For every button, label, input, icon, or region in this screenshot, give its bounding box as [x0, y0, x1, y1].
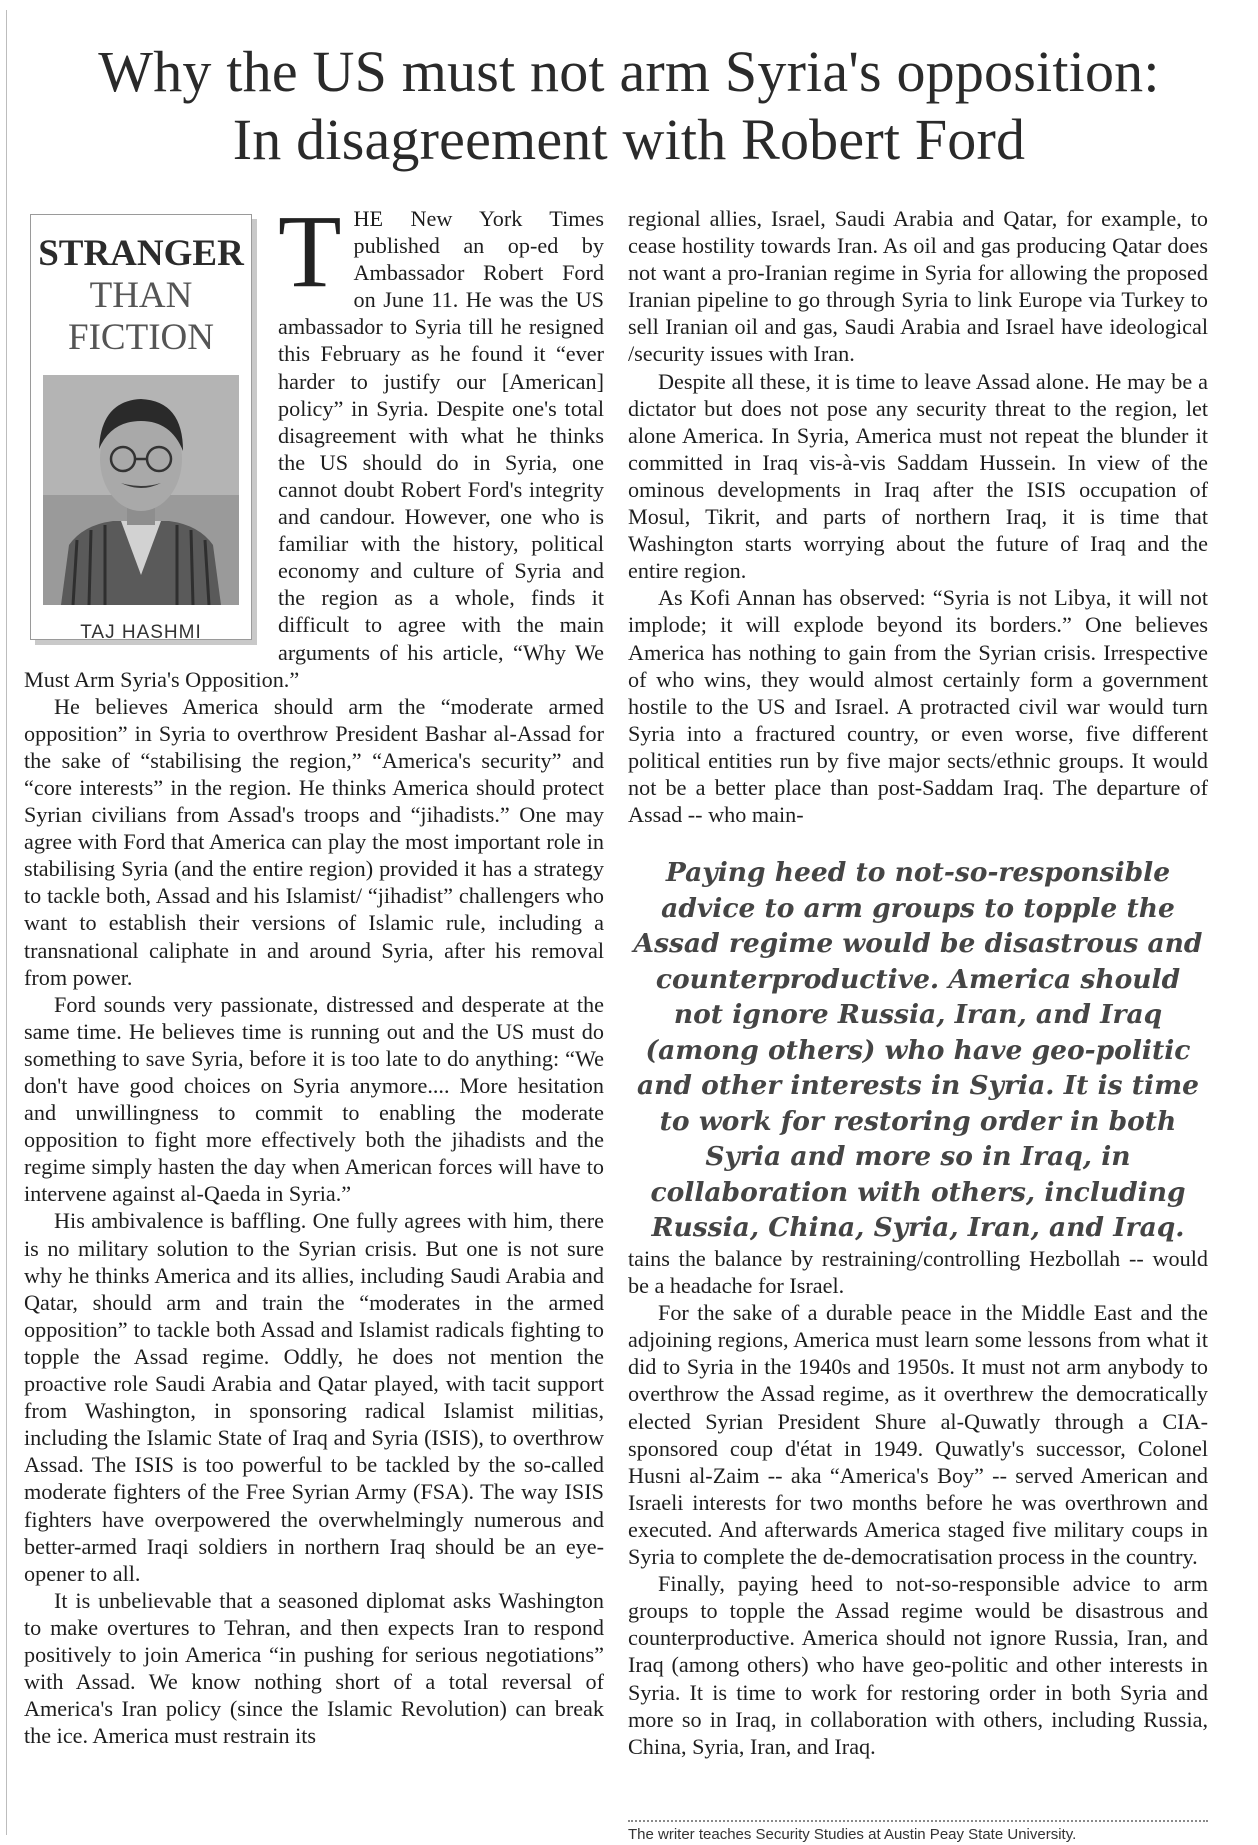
pull-quote: Paying heed to not-so-responsible advice to arm groups to topple the Assad regime would be disastrous and counterproductive. America should not ignore Russia, Iran, and Iraq (among others) who have geo-politic and other interests in Syria. It is time to work for restoring order in both Syria and more so in Iraq, in collaboration with others, including Russia, China, Syria, Iran, and Iraq. — [633, 857, 1203, 1243]
paragraph-1-text: HE New York Times published an op-ed by Ambassador Robert Ford on June 11. He was the US ambassador to Syria till he resigned this February as he found it “ever harder to justify our [American] policy” in Syria. Despite one's total disagreement with what he thinks the US should do in Syria, one cannot doubt Robert Ford's integrity and candour. However, one who is familiar with the history, political economy and culture of Syria and the region as a whole, finds it difficult to agree with the main arguments of his article, “Why We Must Arm Syria's Opposition.” — [24, 206, 604, 692]
paragraph-2: He believes America should arm the “moderate armed opposition” in Syria to overthrow President Bashar al-Assad for the sake of “stabilising the region,” “America's security” and “core interests” in the region. He thinks America should protect Syrian civilians from Assad's troops and “jihadists.” One may agree with Ford that America can play the most important role in stabilising Syria (and the entire region) provided it has a strategy to tackle both, Assad and his Islamist/ “jihadist” challengers who want to establish their versions of Islamic rule, including a transnational caliphate in and around Syria, after his removal from power. — [24, 693, 604, 990]
paragraph-9: Finally, paying heed to not-so-responsible advice to arm groups to topple the Assad regime would be disastrous and counterproductive. America should not ignore Russia, Iran, and Iraq (among others) who have geo-politic and other interests in Syria. It is time to work for restoring order in both Syria and more so in Iraq, in collaboration with others, including Russia, China, Syria, Iran, and Iraq. — [628, 1571, 1208, 1759]
paragraph-7: As Kofi Annan has observed: “Syria is not Libya, it will not implode; it will explode beyond its borders.” One believes America has nothing to gain from the Syrian crisis. Irrespective of who wins, they would almost certainly form a government hostile to the US and Israel. A protracted civil war would turn Syria into a fractured country, or even worse, five different political entities run by five major sects/ethnic groups. It would not be a better place than post-Saddam Iraq. The departure of Assad -- who main- — [628, 585, 1208, 828]
headline-line-1: Why the US must not arm Syria's opposition: — [98, 39, 1160, 104]
article-column-right-bottom — [628, 1245, 1208, 1760]
paragraph-3: Ford sounds very passionate, distressed and desperate at the same time. He believes time is running out and the US must do something to save Syria, before it is too late to do anything: “We don't have good choices on Syria anymore.... More hesitation and unwillingness to commit to enabling the moderate opposition to fight more effectively both the jihadists and the regime simply hasten the day when American forces will have to intervene against al-Qaeda in Syria.” — [24, 991, 604, 1207]
author-footnote: The writer teaches Security Studies at Austin Peay State University. — [628, 1826, 1077, 1843]
column-box — [30, 214, 252, 643]
article-column-left — [24, 205, 604, 1845]
column-title-line-1: STRANGER — [38, 233, 244, 274]
footnote-divider — [628, 1820, 1208, 1822]
article-column-right-top — [628, 205, 1208, 828]
paragraph-4: His ambivalence is baffling. One fully agrees with him, there is no military solution to the Syrian crisis. But one is not sure why he thinks America and its allies, including Saudi Arabia and Qatar, should arm and train the “moderates in the armed opposition” to tackle both Assad and Islamist radicals fighting to topple the Assad regime. Oddly, he does not mention the proactive role Saudi Arabia and Qatar played, with tacit support from Washington, in sponsoring radical Islamist militias, including the Islamic State of Iraq and Syria (ISIS), to overthrow Assad. The ISIS is too powerful to be tackled by the so-called moderate fighters of the Free Syrian Army (FSA). The way ISIS fighters have overpowered the overwhelmingly numerous and better-armed Iraqi soldiers in northern Iraq should be an eye-opener to all. — [24, 1208, 604, 1586]
headline-line-2: In disagreement with Robert Ford — [232, 107, 1026, 172]
paragraph-8: For the sake of a durable peace in the Middle East and the adjoining regions, America must learn some lessons from what it did to Syria in the 1940s and 1950s. It must not arm anybody to overthrow the Assad regime, as it overthrew the democratically elected Syrian President Shure al-Quwatly through a CIA-sponsored coup d'état in 1949. Quwatly's successor, Colonel Husni al-Zaim -- aka “America's Boy” -- served American and Israeli interests for two months before he was overthrown and executed. And afterwards America staged five military coups in Syria to complete the de-democratisation process in the country. — [628, 1300, 1208, 1570]
author-portrait — [43, 375, 239, 605]
paragraph-5: It is unbelievable that a seasoned diplomat asks Washington to make overtures to Tehran, and then expects Iran to respond positively to join America “in pushing for serious negotiations” with Assad. We know nothing short of a total reversal of America's Iran policy (since the Islamic Revolution) can break the ice. America must restrain its — [24, 1587, 604, 1749]
author-name: TAJ HASHMI — [80, 622, 202, 643]
paragraph-7-continued: tains the balance by restraining/controlling Hezbollah -- would be a headache for Israel. — [628, 1246, 1208, 1299]
column-title-line-3: FICTION — [68, 317, 214, 358]
column-title-line-2: THAN — [89, 275, 193, 316]
page-edge-rule — [6, 10, 7, 1835]
drop-cap: T — [278, 205, 342, 309]
paragraph-6: Despite all these, it is time to leave Assad alone. He may be a dictator but does not pose any security threat to the region, let alone America. In Syria, America must not repeat the blunder it committed in Iraq vis-à-vis Saddam Hussein. In view of the ominous developments in Iraq after the ISIS occupation of Mosul, Tikrit, and parts of northern Iraq, it is time that Washington starts worrying about the future of Iraq and the entire region. — [628, 368, 1208, 584]
paragraph-5-continued: regional allies, Israel, Saudi Arabia and Qatar, for example, to cease hostility towards Iran. As oil and gas producing Qatar does not want a pro-Iranian regime in Syria for allowing the proposed Iranian pipeline to go through Syria to link Europe via Turkey to sell Iranian oil and gas, Saudi Arabia and Israel have ideological /security issues with Iran. — [628, 206, 1208, 367]
headline — [20, 38, 1238, 174]
